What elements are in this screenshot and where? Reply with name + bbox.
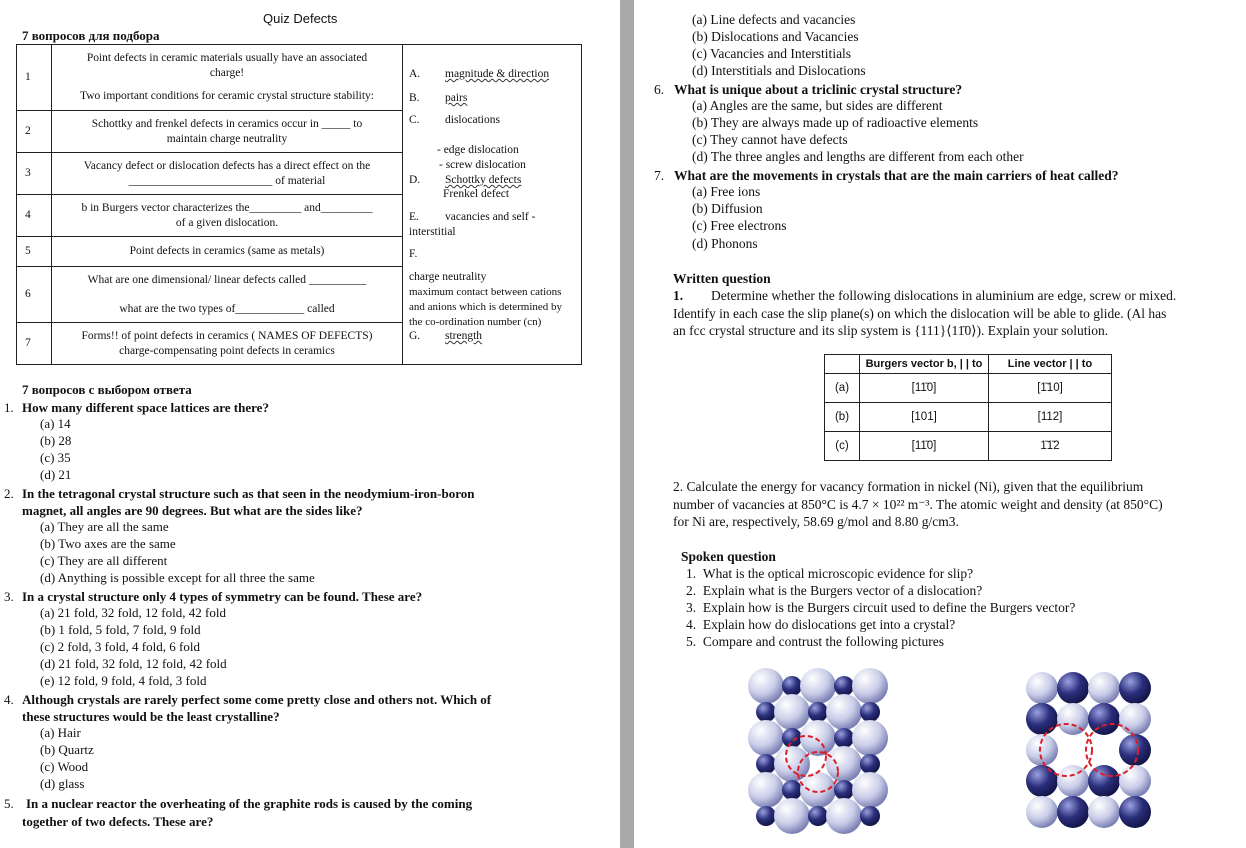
option-c: dislocations: [445, 114, 500, 126]
mc-answer: (b) Two axes are the same: [40, 536, 176, 551]
table-row: (c) [11̄0] 1̄1̄2: [825, 432, 1112, 461]
mc-answer: (c) They cannot have defects: [692, 132, 848, 147]
crystal-structure-image-2: [1026, 664, 1156, 834]
page-divider: [620, 0, 634, 848]
right-page: (a) Line defects and vacancies (b) Dislocations and Vacancies (c) Vacancies and Interstitials (d) Interstitials and Dislocations 6. What is unique about a triclinic crystal structure? (a) Angles are the same, but sides are different (b) They are always made up of radioactive elements (c) They cannot have defects (d) The three angles and lengths are different from each other 7. What are the movements in crystals that are the main carriers of heat called? (a) Free ions (b) Diffusion (c) Free electrons (d) Phonons Written question 1. Determine whether the following dislocations in aluminium are edge, screw or mixed. Identify in each case the slip plane(s) on which the dislocation will be able to glide. (Al has an fcc crystal structure and its slip system is {111}⟨11̄0⟩). Explain your solution. Burgers vector b, | | to Line vector | | to (a) [11̄0] [1̄10] (b) [101] [112] (c) [11̄0] 1̄1̄2 2. Calculate the energy for vacancy formation in nickel (Ni), given that the equilibrium number of vacancies at 850°C is 4.7 × 10²² m⁻³. The atomic weight and density (at 850°C) for Ni are, respectively, 58.69 g/mol and 8.80 g/cm3. Spoken question 1. What is the optical microscopic evidence for slip? 2. Explain what is the Burgers vector of a dislocation? 3. Explain how is the Burgers circuit used to define the Burgers vector? 4. Explain how do dislocations get into a crystal? 5. Compare and contrust the following pictures: [634, 0, 1246, 848]
matching-row-1: [17, 45, 582, 111]
spoken-question: 5. Compare and contrust the following pictures: [686, 634, 944, 649]
mc-answer: (a) Angles are the same, but sides are different: [692, 98, 943, 113]
mc-answer: (a) 14: [40, 416, 71, 431]
left-page: Quiz Defects 7 вопросов для подбора 1 Point defects in ceramic materials usually have an associated charge! Two important conditions for ceramic crystal structure stability: A. magnitude & direction B. pairs C. dislocations - edge dislocation - screw dislocation D. Schottky defects Frenkel defect E. vacancies and self - interstitial F. charge neutrality maximum contact between cations and anions which is determined by the co-ordination number (cn) G. strength 2 Schottky and frenkel defects in ceramics occur in _____ to maintain charge neutrality 3 Vacancy defect or dislocation defects has a direct effect on the _________________________ of material 4 b in Burgers vector characterizes the_________ and_________ of a given dislocation. 5 Point defects in ceramics (same as metals) 6 What are one dimensional/ linear defects called __________ what are the two types of____________ called 7 Forms!! of point defects in ceramics ( NAMES OF DEFECTS) charge-compensating point defects in ceramics 7 вопросов с выбором ответа 1. How many different space lattices are there? (a) 14 (b) 28 (c) 35 (d) 21 2. In the tetragonal crystal structure such as that seen in the neodymium-iron-boron magnet, all angles are 90 degrees. But what are the sides like? (a) They are all the same (b) Two axes are the same (c) They are all different (d) Anything is possible except for all three the same 3. In a crystal structure only 4 types of symmetry can be found. These are? (a) 21 fold, 32 fold, 12 fold, 42 fold (b) 1 fold, 5 fold, 7 fold, 9 fold (c) 2 fold, 3 fold, 4 fold, 6 fold (d) 21 fold, 32 fold, 12 fold, 42 fold (e) 12 fold, 9 fold, 4 fold, 3 fold 4. Although crystals are rarely perfect some come pretty close and others not. Which of these structures would be the least crystalline? (a) Hair (b) Quartz (c) Wood (d) glass 5. In a nuclear reactor the overheating of the graphite rods is caused by the coming together of two defects. These are?: [0, 0, 620, 848]
spoken-question: 2. Explain what is the Burgers vector of a dislocation?: [686, 583, 983, 598]
written-heading: Written question: [673, 271, 771, 286]
matching-row-6: 6 What are one dimensional/ linear defects called __________ what are the two types of____________ called: [17, 267, 582, 323]
mc-answer: (e) 12 fold, 9 fold, 4 fold, 3 fold: [40, 673, 207, 688]
mc-answer: (b) 1 fold, 5 fold, 7 fold, 9 fold: [40, 622, 201, 637]
option-f: F.: [409, 248, 418, 260]
matching-options: A. magnitude & direction B. pairs C. dislocations - edge dislocation - screw dislocation D. Schottky defects Frenkel defect E. vacancies and self - interstitial F. charge neutrality maximum contact between cations and anions which is determined by the co-ordination number (cn) G. strength: [403, 45, 582, 365]
atoms-group-1: [748, 668, 888, 834]
option-d: Schottky defects: [445, 174, 522, 186]
option-g: strength: [445, 330, 483, 342]
mc-answer: (d) The three angles and lengths are different from each other: [692, 149, 1024, 164]
mc-answer: (c) They are all different: [40, 553, 168, 568]
mc-answer: (c) Wood: [40, 759, 89, 774]
table-row: (a) [11̄0] [1̄10]: [825, 374, 1112, 403]
crystal-structure-image-1: [746, 664, 906, 834]
matching-question: Point defects in ceramic materials usually have an associated charge! Two important conditions for ceramic crystal structure stability:: [52, 45, 403, 111]
atoms-group-2: [1026, 672, 1151, 828]
option-a: magnitude & direction: [445, 68, 550, 80]
mc-answer: (d) Anything is possible except for all three the same: [40, 570, 315, 585]
mc-answer: (a) Free ions: [692, 184, 761, 199]
mc-answer: (a) Hair: [40, 725, 81, 740]
mc-answer: (b) Quartz: [40, 742, 94, 757]
mc-answer: (c) Free electrons: [692, 218, 787, 233]
mc-answer: (b) They are always made up of radioactive elements: [692, 115, 979, 130]
matching-row-2: 2 Schottky and frenkel defects in ceramics occur in _____ to maintain charge neutrality: [17, 111, 582, 153]
option-e: vacancies and self -: [445, 211, 536, 223]
mc-answer: (d) 21: [40, 467, 72, 482]
mc-answer: (d) 21 fold, 32 fold, 12 fold, 42 fold: [40, 656, 227, 671]
written-question-2: 2. Calculate the energy for vacancy formation in nickel (Ni), given that the equilibrium number of vacancies at 850°C is 4.7 × 10²² m⁻³. The atomic weight and density (at 850°C) for Ni are, respectively, 58.69 g/mol and 8.80 g/cm3.: [673, 479, 1163, 529]
mc-answer: (d) Interstitials and Dislocations: [692, 63, 866, 78]
mc-answer: (d) glass: [40, 776, 85, 791]
spoken-heading: Spoken question: [681, 549, 776, 564]
document-title: Quiz Defects: [263, 11, 338, 26]
matching-heading: 7 вопросов для подбора: [22, 28, 160, 43]
mc-answer: (d) Phonons: [692, 236, 758, 251]
matching-row-7: 7 Forms!! of point defects in ceramics ( NAMES OF DEFECTS) charge-compensating point defects in ceramics: [17, 323, 582, 365]
mc-answer: (b) 28: [40, 433, 72, 448]
row-number: 1: [17, 45, 52, 111]
matching-row-4: 4 b in Burgers vector characterizes the_________ and_________ of a given dislocation.: [17, 195, 582, 237]
spoken-question: 1. What is the optical microscopic evidence for slip?: [686, 566, 974, 581]
burgers-vector-table: Burgers vector b, | | to Line vector | | to (a) [11̄0] [1̄10] (b) [101] [112] (c) [11̄0] 1̄1̄2: [824, 354, 1112, 461]
mc-heading: 7 вопросов с выбором ответа: [22, 382, 192, 397]
spoken-question: 3. Explain how is the Burgers circuit used to define the Burgers vector?: [686, 600, 1076, 615]
matching-table: [16, 44, 582, 365]
matching-row-5: 5 Point defects in ceramics (same as metals): [17, 237, 582, 267]
matching-row-3: 3 Vacancy defect or dislocation defects has a direct effect on the _________________________ of material: [17, 153, 582, 195]
mc-answer: (b) Dislocations and Vacancies: [692, 29, 859, 44]
table-row: (b) [101] [112]: [825, 403, 1112, 432]
mc-answer: (c) Vacancies and Interstitials: [692, 46, 852, 61]
mc-answer: (c) 2 fold, 3 fold, 4 fold, 6 fold: [40, 639, 200, 654]
mc-answer: (a) They are all the same: [40, 519, 169, 534]
mc-answer: (b) Diffusion: [692, 201, 763, 216]
spoken-question: 4. Explain how do dislocations get into a crystal?: [686, 617, 956, 632]
written-question-1: 1. Determine whether the following dislocations in aluminium are edge, screw or mixed. Identify in each case the slip plane(s) on which the dislocation will be able to glide. (Al has an fcc crystal structure and its slip system is {111}⟨11̄0⟩). Explain your solution.: [673, 288, 1177, 338]
mc-answer: (c) 35: [40, 450, 71, 465]
mc-answer: (a) 21 fold, 32 fold, 12 fold, 42 fold: [40, 605, 226, 620]
option-b: pairs: [445, 92, 468, 104]
mc-answer: (a) Line defects and vacancies: [692, 12, 856, 27]
